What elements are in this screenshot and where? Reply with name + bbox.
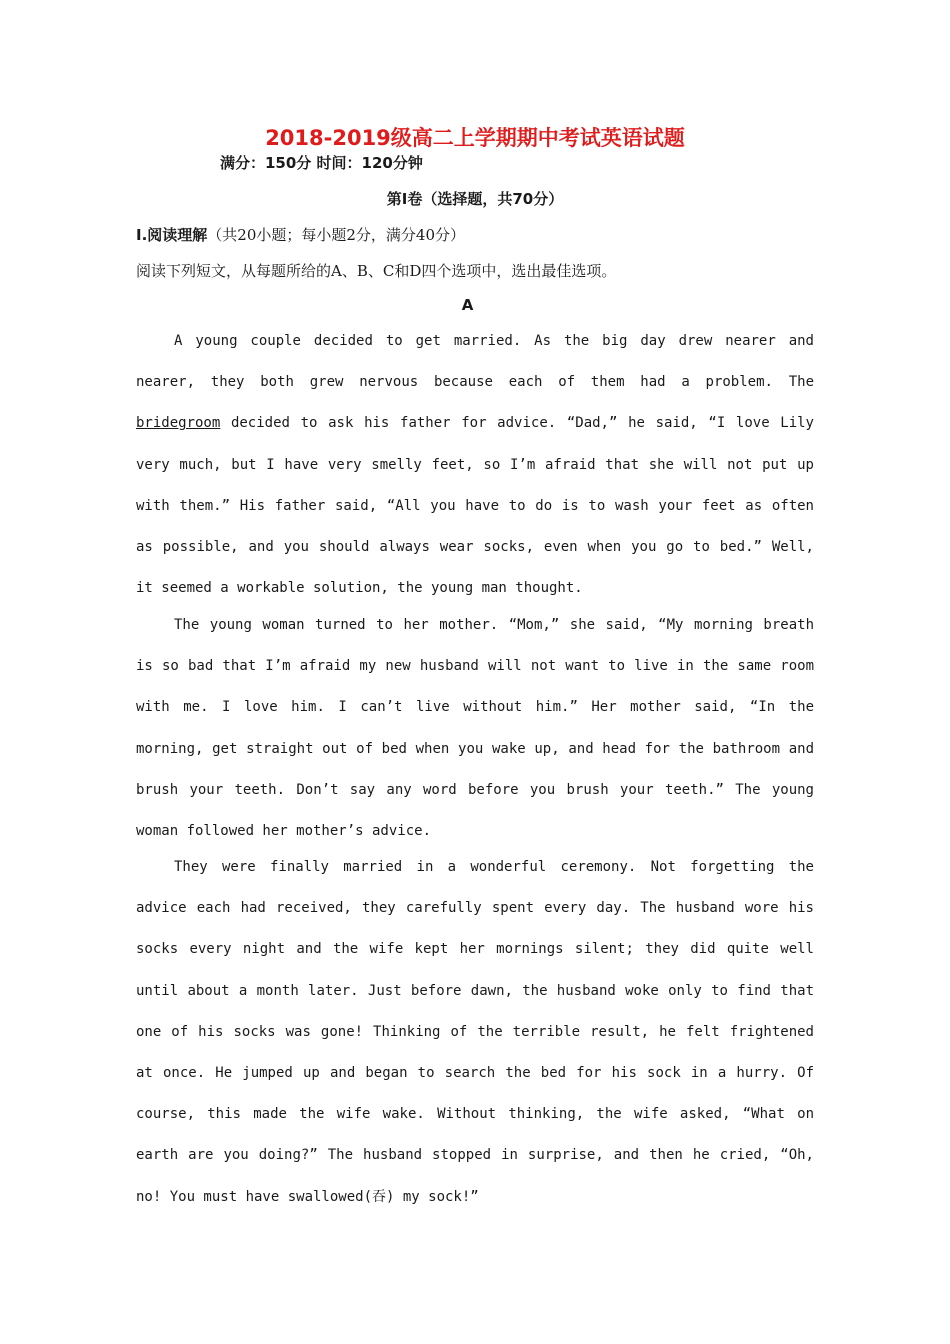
p1-text-before: A young couple decided to get married. As the big day drew nearer and nearer, they both grew nervous because each of them had a problem. The xyxy=(136,333,814,391)
passage-label: A xyxy=(461,296,474,314)
paragraph-1 xyxy=(136,321,814,609)
instruction: 阅读下列短文，从每题所给的A、B、C和D四个选项中，选出最佳选项。 xyxy=(136,262,617,280)
exam-meta: 满分：150分 时间：120分钟 xyxy=(220,154,423,172)
exam-title: 2018-2019级高二上学期期中考试英语试题 xyxy=(265,126,685,150)
paragraph-2: The young woman turned to her mother. “Mom,” she said, “My morning breath is so bad that I’m afraid my new husband will not want to live in the same room with me. I love him. I can’t live without him.” Her mother said, “In the morning, get straight out of bed when you wake up, and head for the bathroom and brush your teeth. Don’t say any word before you brush your teeth.” The young woman followed her mother’s advice. xyxy=(136,617,814,840)
part-heading-line xyxy=(136,224,465,245)
paragraph-3: They were finally married in a wonderful ceremony. Not forgetting the advice each had received, they carefully spent every day. The husband wore his socks every night and the wife kept her mornings silent; they did quite well until about a month later. Just before dawn, the husband woke only to find that one of his socks was gone! Thinking of the terrible result, he felt frightened at once. He jumped up and began to search the bed for his sock in a hurry. Of course, this made the wife wake. Without thinking, the wife asked, “What on earth are you doing?” The husband stopped in surprise, and then he cried, “Oh, no! You must have swallowed(吞) my sock!” xyxy=(136,859,814,1205)
p1-text-after: decided to ask his father for advice. “Dad,” he said, “I love Lily very much, but I have very smelly feet, so I’m afraid that she will not put up with them.” His father said, “All you have to do is to wash your feet as often as possible, and you should always wear socks, even when you go to bed.” Well, it seemed a workable solution, the young man thought. xyxy=(136,415,814,597)
part-heading: I.阅读理解 xyxy=(136,226,208,244)
underlined-word: bridegroom xyxy=(136,415,221,432)
section-heading: 第Ⅰ卷（选择题，共70分） xyxy=(386,190,564,208)
part-note: （共20小题；每小题2分，满分40分） xyxy=(207,226,466,244)
